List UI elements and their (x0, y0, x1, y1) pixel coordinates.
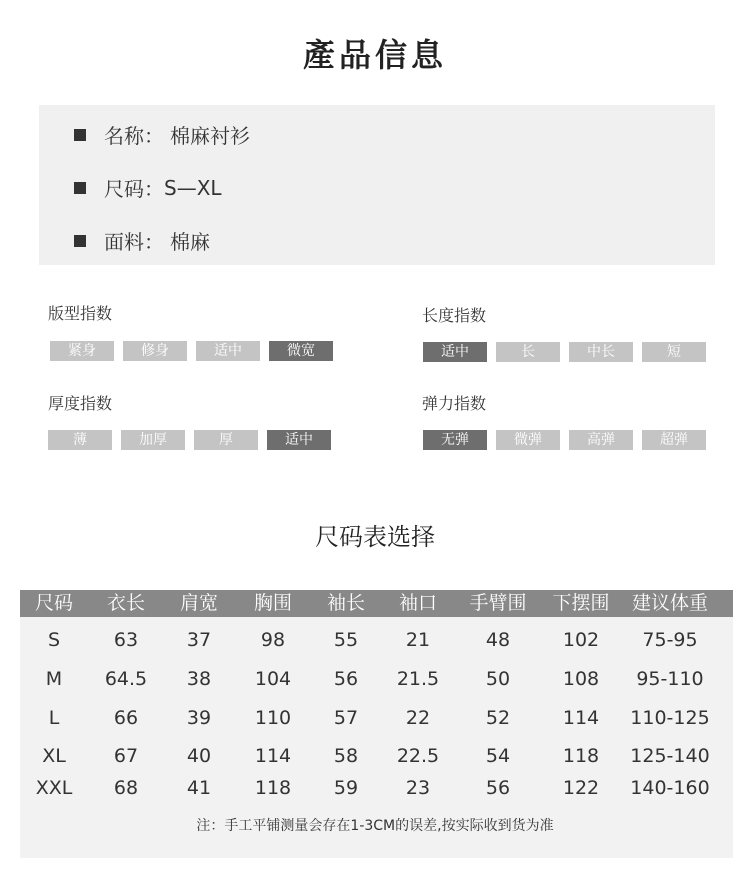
table-cell: 39 (186, 707, 212, 729)
table-cell: 64.5 (104, 668, 148, 690)
length-index-label: 长度指数 (422, 306, 487, 325)
table-cell: 108 (562, 668, 600, 690)
table-cell: 22 (405, 707, 431, 729)
table-cell: 57 (333, 707, 359, 729)
info-label: 面料： (104, 230, 164, 254)
index-option: 紧身 (50, 341, 114, 361)
info-value: S—XL (164, 175, 222, 200)
table-cell: 37 (186, 629, 212, 651)
square-bullet-icon (74, 182, 86, 194)
fit-index-label: 版型指数 (48, 304, 113, 323)
table-cell: 102 (562, 629, 600, 651)
table-cell: 110 (254, 707, 292, 729)
elasticity-index-label: 弹力指数 (422, 394, 487, 413)
table-cell: 122 (562, 777, 600, 799)
table-header-cell: 袖长 (326, 592, 365, 614)
table-cell: 58 (333, 745, 359, 767)
product-info-panel (39, 105, 715, 265)
table-cell: 22.5 (396, 745, 440, 767)
table-cell: 21 (405, 629, 431, 651)
table-cell: 55 (333, 629, 359, 651)
table-header-cell: 胸围 (253, 592, 292, 614)
square-bullet-icon (74, 235, 86, 247)
table-cell: 59 (333, 777, 359, 799)
table-cell: 41 (186, 777, 212, 799)
table-cell: 63 (113, 629, 139, 651)
index-option: 微宽 (269, 341, 333, 361)
table-cell: 21.5 (396, 668, 440, 690)
table-cell: 118 (254, 777, 292, 799)
index-option: 短 (642, 342, 706, 362)
index-option: 微弹 (496, 430, 560, 450)
table-cell: 118 (562, 745, 600, 767)
table-header-cell: 袖口 (398, 592, 437, 614)
index-option: 适中 (267, 430, 331, 450)
table-cell: S (47, 629, 61, 651)
table-cell: 56 (333, 668, 359, 690)
table-cell: 23 (405, 777, 431, 799)
table-cell: 54 (485, 745, 511, 767)
table-cell: 68 (113, 777, 139, 799)
table-cell: 52 (485, 707, 511, 729)
page-title: 產品信息 (302, 36, 447, 74)
info-label: 尺码： (104, 177, 164, 201)
index-option: 修身 (123, 341, 187, 361)
table-cell: L (48, 707, 60, 729)
table-cell: 114 (254, 745, 292, 767)
table-cell: 56 (485, 777, 511, 799)
table-cell: 110-125 (630, 707, 710, 729)
table-cell: 50 (485, 668, 511, 690)
index-option: 无弹 (423, 430, 487, 450)
index-option: 超弹 (642, 430, 706, 450)
measurement-note: 注：手工平铺测量会存在1-3CM的误差,按实际收到货为准 (196, 818, 554, 834)
table-cell: 38 (186, 668, 212, 690)
index-option: 长 (496, 342, 560, 362)
table-header-cell: 手臂围 (469, 592, 527, 614)
table-cell: 114 (562, 707, 600, 729)
table-header-cell: 尺码 (34, 592, 73, 614)
info-value: 棉麻 (170, 230, 210, 254)
table-header-cell: 衣长 (106, 592, 145, 614)
table-cell: 66 (113, 707, 139, 729)
table-cell: 104 (254, 668, 292, 690)
thickness-index-label: 厚度指数 (48, 394, 113, 413)
table-cell: 125-140 (630, 745, 710, 767)
table-cell: 40 (186, 745, 212, 767)
table-cell: 75-95 (642, 629, 698, 651)
info-row-size (74, 173, 222, 202)
index-option: 加厚 (121, 430, 185, 450)
index-option: 薄 (48, 430, 112, 450)
table-cell: 67 (113, 745, 139, 767)
info-row-fabric (74, 226, 210, 255)
table-cell: 140-160 (630, 777, 710, 799)
index-option: 适中 (196, 341, 260, 361)
table-cell: 98 (260, 629, 286, 651)
table-header-cell: 肩宽 (179, 592, 218, 614)
index-option: 中长 (569, 342, 633, 362)
info-label: 名称： (104, 124, 164, 148)
table-header-cell: 建议体重 (631, 592, 708, 614)
info-value: 棉麻衬衫 (170, 124, 250, 148)
table-cell: XL (42, 745, 66, 767)
index-option: 厚 (194, 430, 258, 450)
table-cell: 95-110 (636, 668, 704, 690)
table-cell: XXL (35, 777, 73, 799)
index-option: 适中 (423, 342, 487, 362)
index-option: 高弹 (569, 430, 633, 450)
info-row-name (74, 120, 250, 149)
size-chart-title: 尺码表选择 (315, 523, 435, 551)
table-header-cell: 下摆围 (552, 592, 610, 614)
square-bullet-icon (74, 129, 86, 141)
table-cell: 48 (485, 629, 511, 651)
table-cell: M (45, 668, 63, 690)
